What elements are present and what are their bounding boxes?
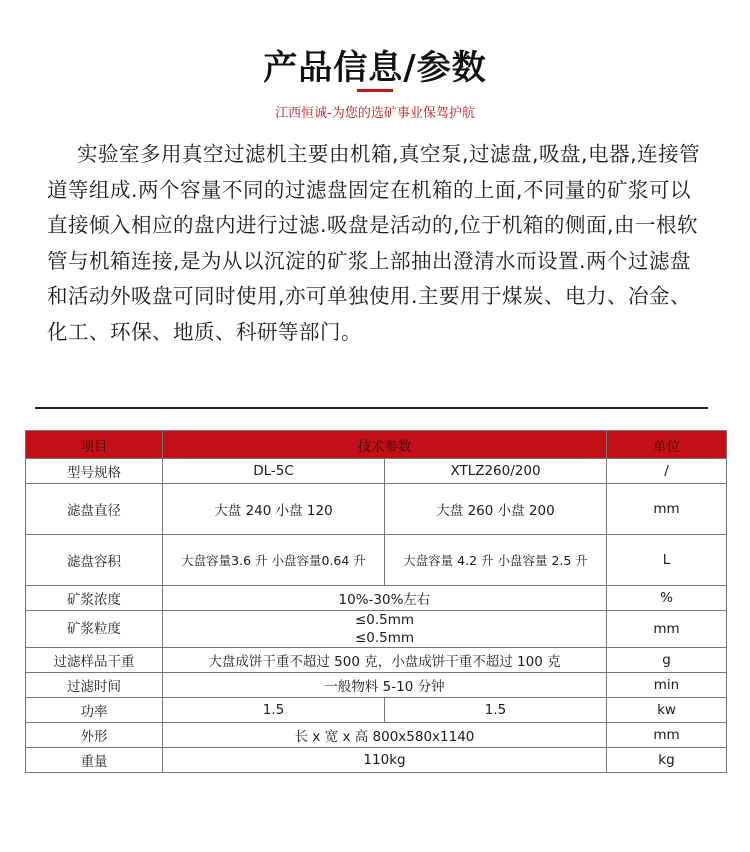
page-title: 产品信息/参数 [263, 48, 487, 88]
cell-unit: L [607, 535, 727, 586]
table-row [26, 459, 727, 484]
cell-value: 大盘 260 小盘 200 [385, 484, 607, 535]
row-label: 型号规格 [26, 459, 163, 484]
cell-value: 1.5 [163, 698, 385, 723]
header-item: 项目 [26, 431, 163, 459]
cell-value: DL-5C [163, 459, 385, 484]
cell-unit: % [607, 586, 727, 611]
table-row [26, 748, 727, 773]
cell-value: 一般物料 5-10 分钟 [163, 673, 607, 698]
spec-table [25, 430, 727, 773]
cell-unit: mm [607, 611, 727, 648]
row-label: 功率 [26, 698, 163, 723]
table-row [26, 586, 727, 611]
row-label: 外形 [26, 723, 163, 748]
row-label: 滤盘直径 [26, 484, 163, 535]
cell-unit: / [607, 459, 727, 484]
table-row [26, 698, 727, 723]
table-row [26, 484, 727, 535]
cell-value: 大盘容量3.6 升 小盘容量0.64 升 [163, 535, 385, 586]
cell-value: 1.5 [385, 698, 607, 723]
title-underline [357, 89, 393, 92]
row-label: 矿浆粒度 [26, 611, 163, 648]
intro-paragraph: 实验室多用真空过滤机主要由机箱,真空泵,过滤盘,吸盘,电器,连接管道等组成.两个容量不同的过滤盘固定在机箱的上面,不同量的矿浆可以直接倾入相应的盘内进行过滤.吸盘是活动的,位于机箱的侧面,由一根软管与机箱连接,是为从以沉淀的矿浆上部抽出澄清水而设置.两个过滤盘和活动外吸盘可同时使用,亦可单独使用.主要用于煤炭、电力、冶金、化工、环保、地质、科研等部门。 [47, 142, 701, 344]
table-row [26, 535, 727, 586]
table-row [26, 673, 727, 698]
table-header-row [26, 431, 727, 459]
row-label: 重量 [26, 748, 163, 773]
cell-unit: kw [607, 698, 727, 723]
cell-unit: mm [607, 723, 727, 748]
cell-value: 大盘容量 4.2 升 小盘容量 2.5 升 [385, 535, 607, 586]
granularity-line-2: ≤0.5mm [354, 630, 415, 646]
section-divider [35, 407, 708, 409]
row-label: 矿浆浓度 [26, 586, 163, 611]
cell-value: 长 x 宽 x 高 800x580x1140 [163, 723, 607, 748]
cell-unit: kg [607, 748, 727, 773]
page-subtitle: 江西恒诚-为您的选矿事业保驾护航 [275, 106, 475, 121]
cell-unit: mm [607, 484, 727, 535]
cell-value: 大盘 240 小盘 120 [163, 484, 385, 535]
table-row [26, 611, 727, 648]
row-label: 过滤时间 [26, 673, 163, 698]
table-row [26, 648, 727, 673]
table-row [26, 723, 727, 748]
row-label: 滤盘容积 [26, 535, 163, 586]
cell-value: 大盘成饼干重不超过 500 克，小盘成饼干重不超过 100 克 [163, 648, 607, 673]
header-params: 技术参数 [163, 431, 607, 459]
cell-unit: g [607, 648, 727, 673]
header-unit: 单位 [607, 431, 727, 459]
granularity-line-1: ≤0.5mm [354, 612, 415, 628]
cell-value: XTLZ260/200 [385, 459, 607, 484]
row-label: 过滤样品干重 [26, 648, 163, 673]
cell-value: 110kg [163, 748, 607, 773]
cell-unit: min [607, 673, 727, 698]
cell-value: 10%-30%左右 [163, 586, 607, 611]
cell-value [163, 611, 607, 648]
